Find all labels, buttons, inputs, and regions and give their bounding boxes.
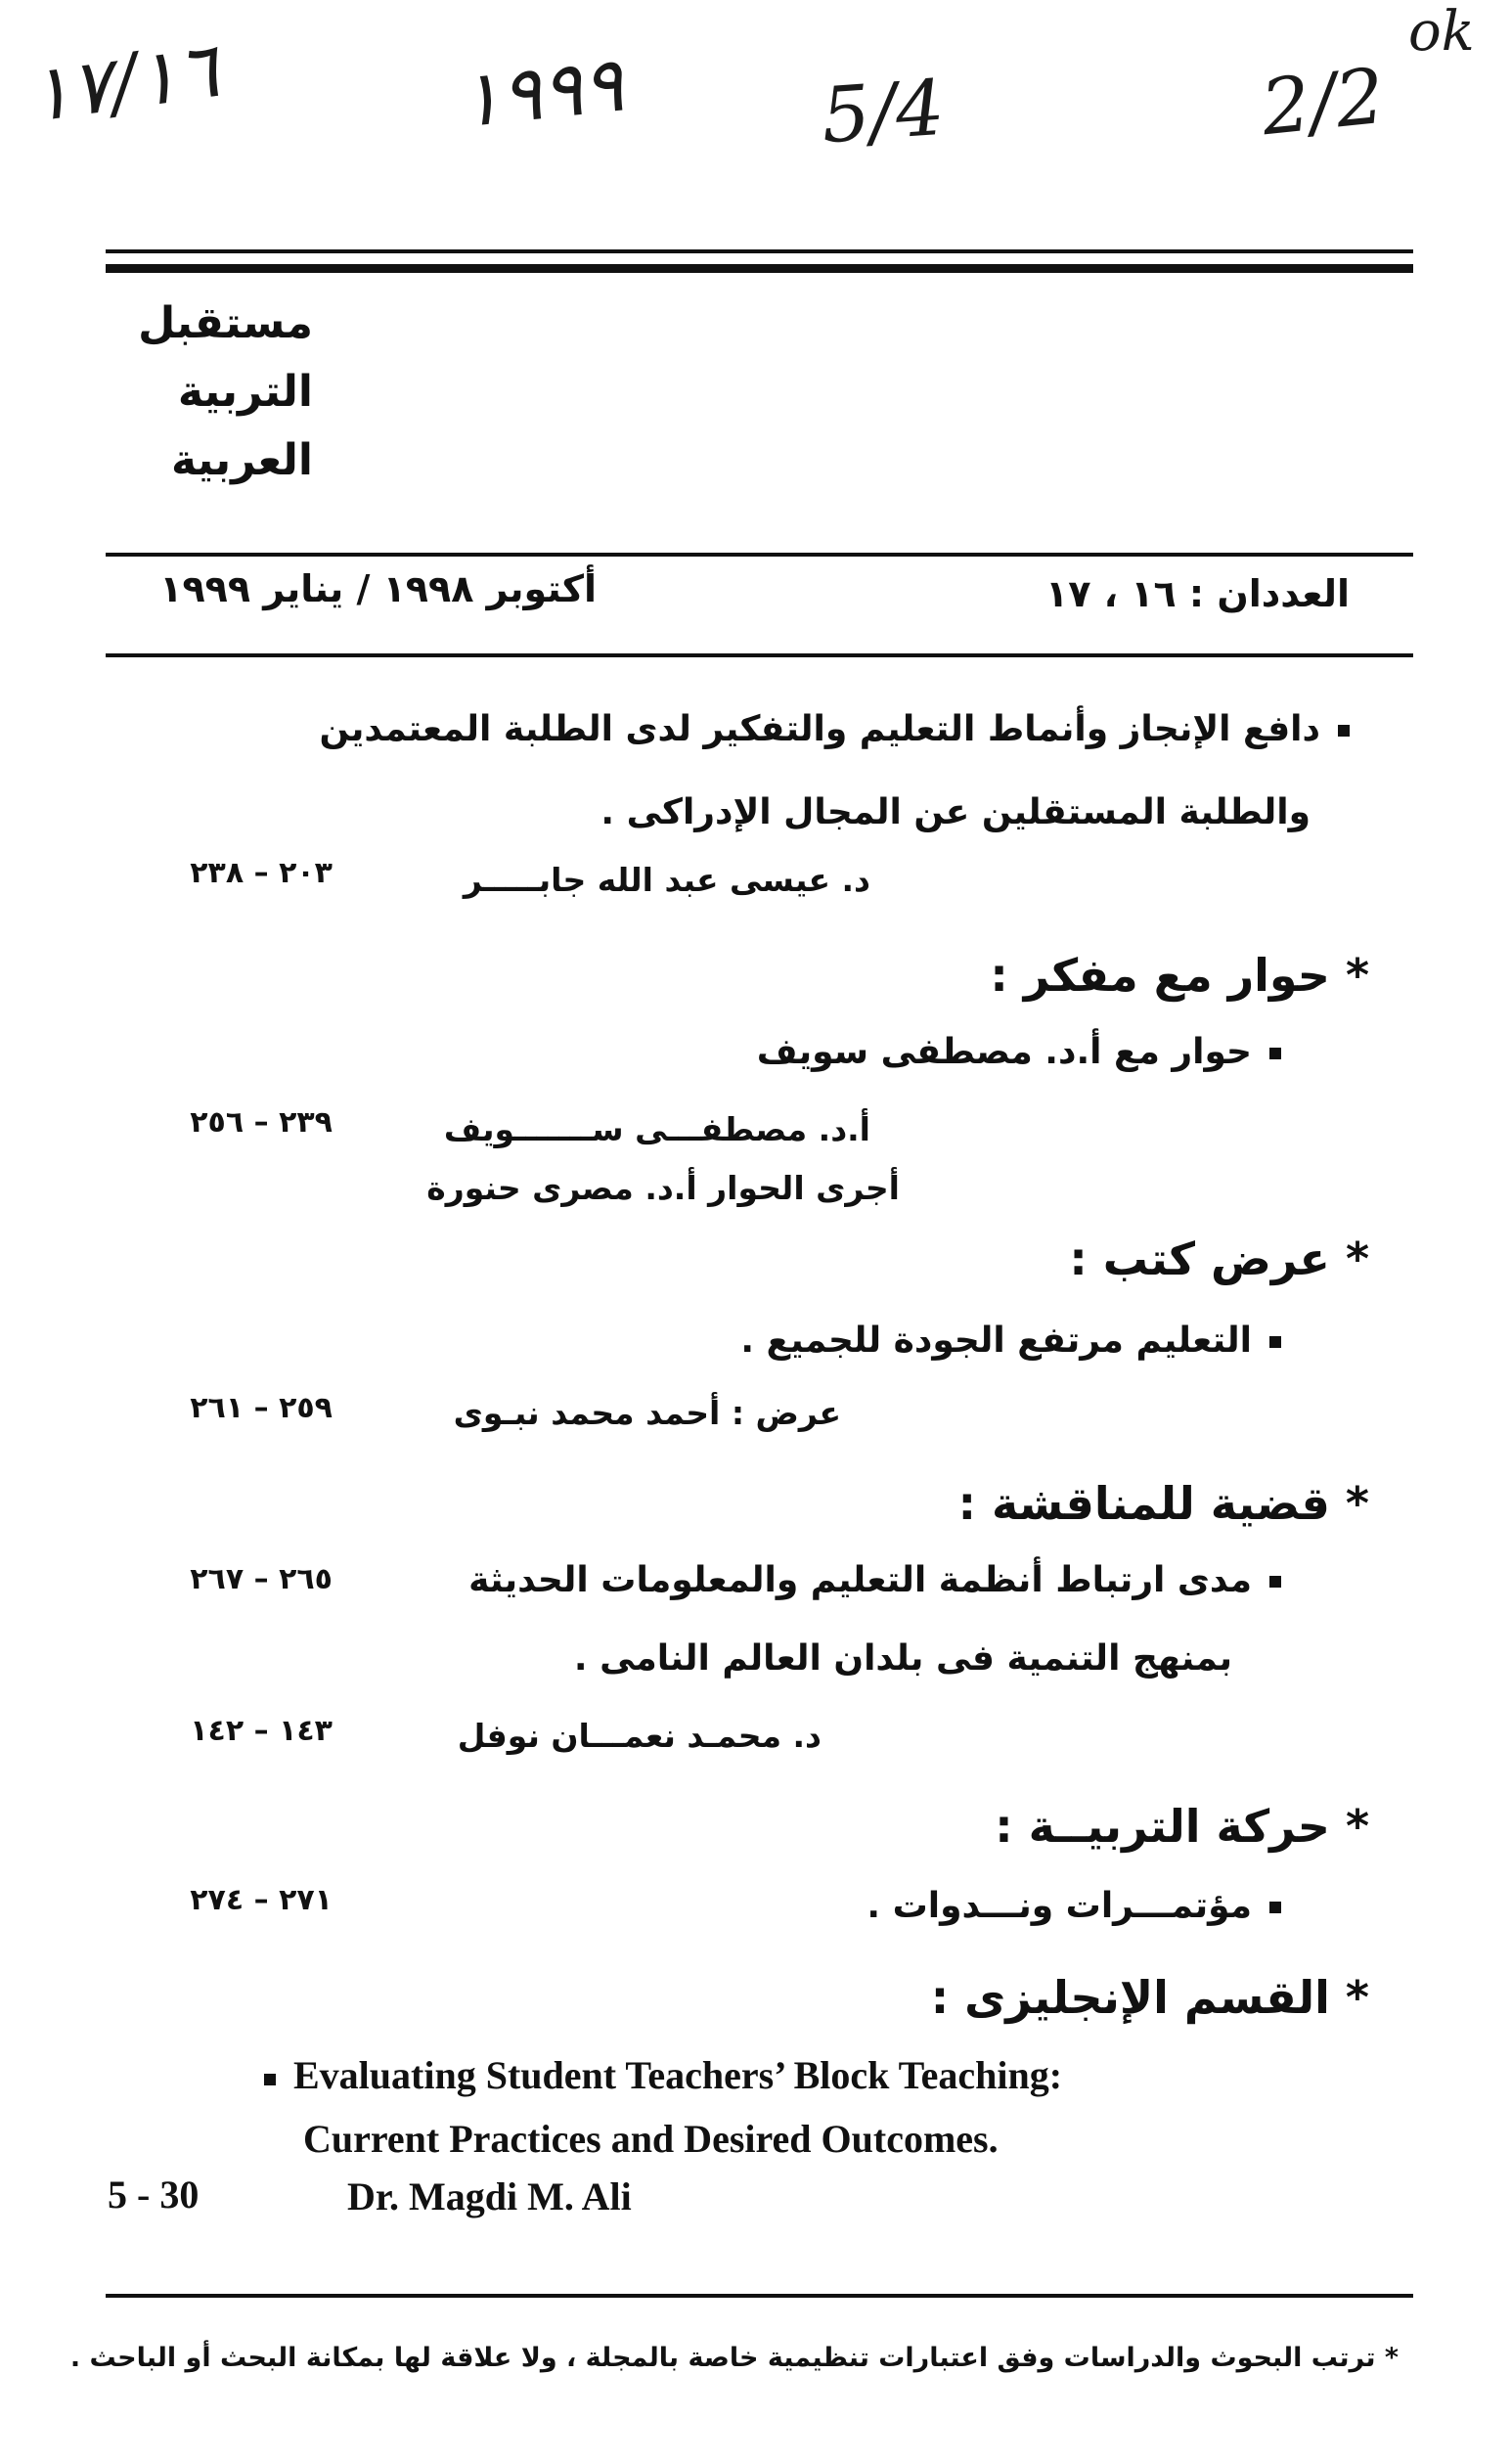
- entry-title-line-2: والطلبة المستقلين عن المجال الإدراكى .: [600, 792, 1311, 832]
- handwritten-ref-1: ١٧/١٦: [23, 25, 225, 141]
- movement-item: مؤتمـــرات ونـــدوات .: [841, 1886, 1281, 1926]
- square-bullet-icon: [1269, 1336, 1281, 1348]
- section-heading-dialogue: * حوار مع مفكر :: [990, 949, 1369, 1002]
- discussion-author: د. محمـد نعمـــان نوفل: [457, 1717, 822, 1755]
- footnote: * ترتب البحوث والدراسات وفق اعتبارات تنظيمية خاصة بالمجلة ، ولا علاقة لها بمكانة البحث أو الباحث .: [69, 2343, 1399, 2373]
- handwritten-ref-2: ١٩٩٩: [455, 40, 628, 146]
- discussion-item-line-2: بمنهج التنمية فى بلدان العالم النامى .: [573, 1638, 1232, 1679]
- english-title-line-2: Current Practices and Desired Outcomes.: [303, 2117, 999, 2161]
- footnote-rule: [106, 2294, 1413, 2298]
- section-heading-english: * القسم الإنجليزى :: [930, 1971, 1369, 2024]
- square-bullet-icon: [1269, 1048, 1281, 1059]
- section-heading-discussion: * قضية للمناقشة :: [957, 1477, 1369, 1530]
- discussion-pages-2: ١٤٣ – ١٤٢: [190, 1714, 333, 1748]
- handwritten-ref-3: 5/4: [819, 64, 948, 161]
- section-heading-books: * عرض كتب :: [1069, 1232, 1369, 1285]
- masthead-line-1: مستقبل: [138, 298, 313, 348]
- entry-title-line-1: دافع الإنجاز وأنماط التعليم والتفكير لدى الطلبة المعتمدين: [469, 709, 1350, 749]
- english-author: Dr. Magdi M. Ali: [347, 2174, 632, 2218]
- square-bullet-icon: [264, 2074, 276, 2085]
- books-author: عرض : أحمد محمد نبـوى: [453, 1394, 841, 1432]
- entry-pages: ٢٠٣ – ٢٣٨: [190, 856, 333, 890]
- handwritten-ok: ok: [1408, 0, 1475, 64]
- discussion-item-line-1: مدى ارتباط أنظمة التعليم والمعلومات الحديثة: [567, 1560, 1281, 1600]
- books-pages: ٢٥٩ – ٢٦١: [190, 1391, 333, 1425]
- square-bullet-icon: [1269, 1576, 1281, 1588]
- dialogue-author: أ.د. مصطفـــى ســـــــويف: [443, 1110, 870, 1148]
- issue-date: أكتوبر ١٩٩٨ / يناير ١٩٩٩: [159, 567, 597, 610]
- issue-rule-top: [106, 553, 1413, 557]
- dialogue-interviewer: أجرى الحوار أ.د. مصرى حنورة: [426, 1169, 900, 1207]
- movement-pages: ٢٧١ – ٢٧٤: [190, 1883, 333, 1917]
- section-heading-movement: * حركة التربيــة :: [995, 1800, 1369, 1853]
- top-rule-thick: [106, 264, 1413, 273]
- discussion-pages-1: ٢٦٥ – ٢٦٧: [190, 1562, 333, 1596]
- english-title-line-1: Evaluating Student Teachers’ Block Teaching:: [264, 2052, 1062, 2098]
- square-bullet-icon: [1269, 1902, 1281, 1913]
- top-rule: [106, 249, 1413, 253]
- handwritten-ref-4: 2/2: [1257, 52, 1389, 154]
- books-item: التعليم مرتفع الجودة للجميع .: [763, 1321, 1281, 1361]
- dialogue-pages: ٢٣٩ – ٢٥٦: [190, 1105, 333, 1140]
- english-pages: 5 - 30: [108, 2173, 200, 2217]
- issue-rule-bottom: [106, 653, 1413, 657]
- dialogue-item: حوار مع أ.د. مصطفى سويف: [685, 1032, 1281, 1072]
- issue-numbers: العددان : ١٦ ، ١٧: [1045, 572, 1350, 615]
- masthead-line-2: التربية: [177, 367, 313, 417]
- square-bullet-icon: [1338, 725, 1350, 737]
- entry-author: د. عيسى عبد الله جابـــــر: [463, 861, 870, 899]
- masthead-line-3: العربية: [171, 435, 313, 485]
